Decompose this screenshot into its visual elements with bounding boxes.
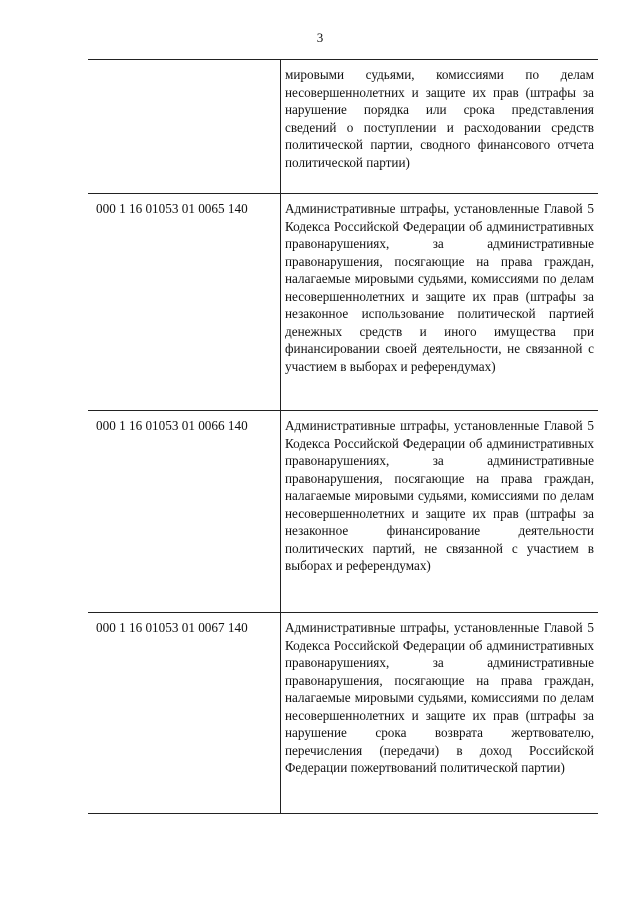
table-row — [88, 613, 598, 814]
budget-classification-table — [88, 59, 598, 814]
fine-description: Административные штрафы, установленные Главой 5 Кодекса Российской Федерации об административных правонарушениях, за административные правонарушения, посягающие на права граждан, налагаемые мировыми судьями, комиссиями по делам несовершеннолетних и защите их прав (штрафы за незаконное финансирование деятельности политических партий, не связанной с участием в выборах и референдумах) — [285, 418, 594, 573]
fine-description: Административные штрафы, установленные Главой 5 Кодекса Российской Федерации об административных правонарушениях, за административные правонарушения, посягающие на права граждан, налагаемые мировыми судьями, комиссиями по делам несовершеннолетних и защите их прав (штрафы за незаконное использование политической партией денежных средств и иного имущества при финансировании своей деятельности, не связанной с участием в выборах и референдумах) — [285, 201, 594, 374]
classification-code: 000 1 16 01053 01 0067 140 — [88, 613, 281, 813]
fine-description: Административные штрафы, установленные Главой 5 Кодекса Российской Федерации об административных правонарушениях, за административные правонарушения, посягающие на права граждан, налагаемые мировыми судьями, комиссиями по делам несовершеннолетних и защите их прав (штрафы за нарушение срока возврата жертвователю, перечисления (передачи) в доход Российской Федерации пожертвований политической партии) — [285, 620, 594, 775]
table-row — [88, 411, 598, 613]
classification-code: 000 1 16 01053 01 0065 140 — [88, 194, 281, 410]
fine-description: мировыми судьями, комиссиями по делам несовершеннолетних и защите их прав (штрафы за нарушение порядка или срока представления сведений о поступлении и расходовании средств политической партии, сводного финансового отчета политической партии) — [285, 67, 594, 170]
table-row — [88, 60, 598, 194]
page-number: 3 — [316, 30, 324, 45]
classification-code — [88, 60, 281, 193]
table-row — [88, 194, 598, 411]
classification-code: 000 1 16 01053 01 0066 140 — [88, 411, 281, 612]
